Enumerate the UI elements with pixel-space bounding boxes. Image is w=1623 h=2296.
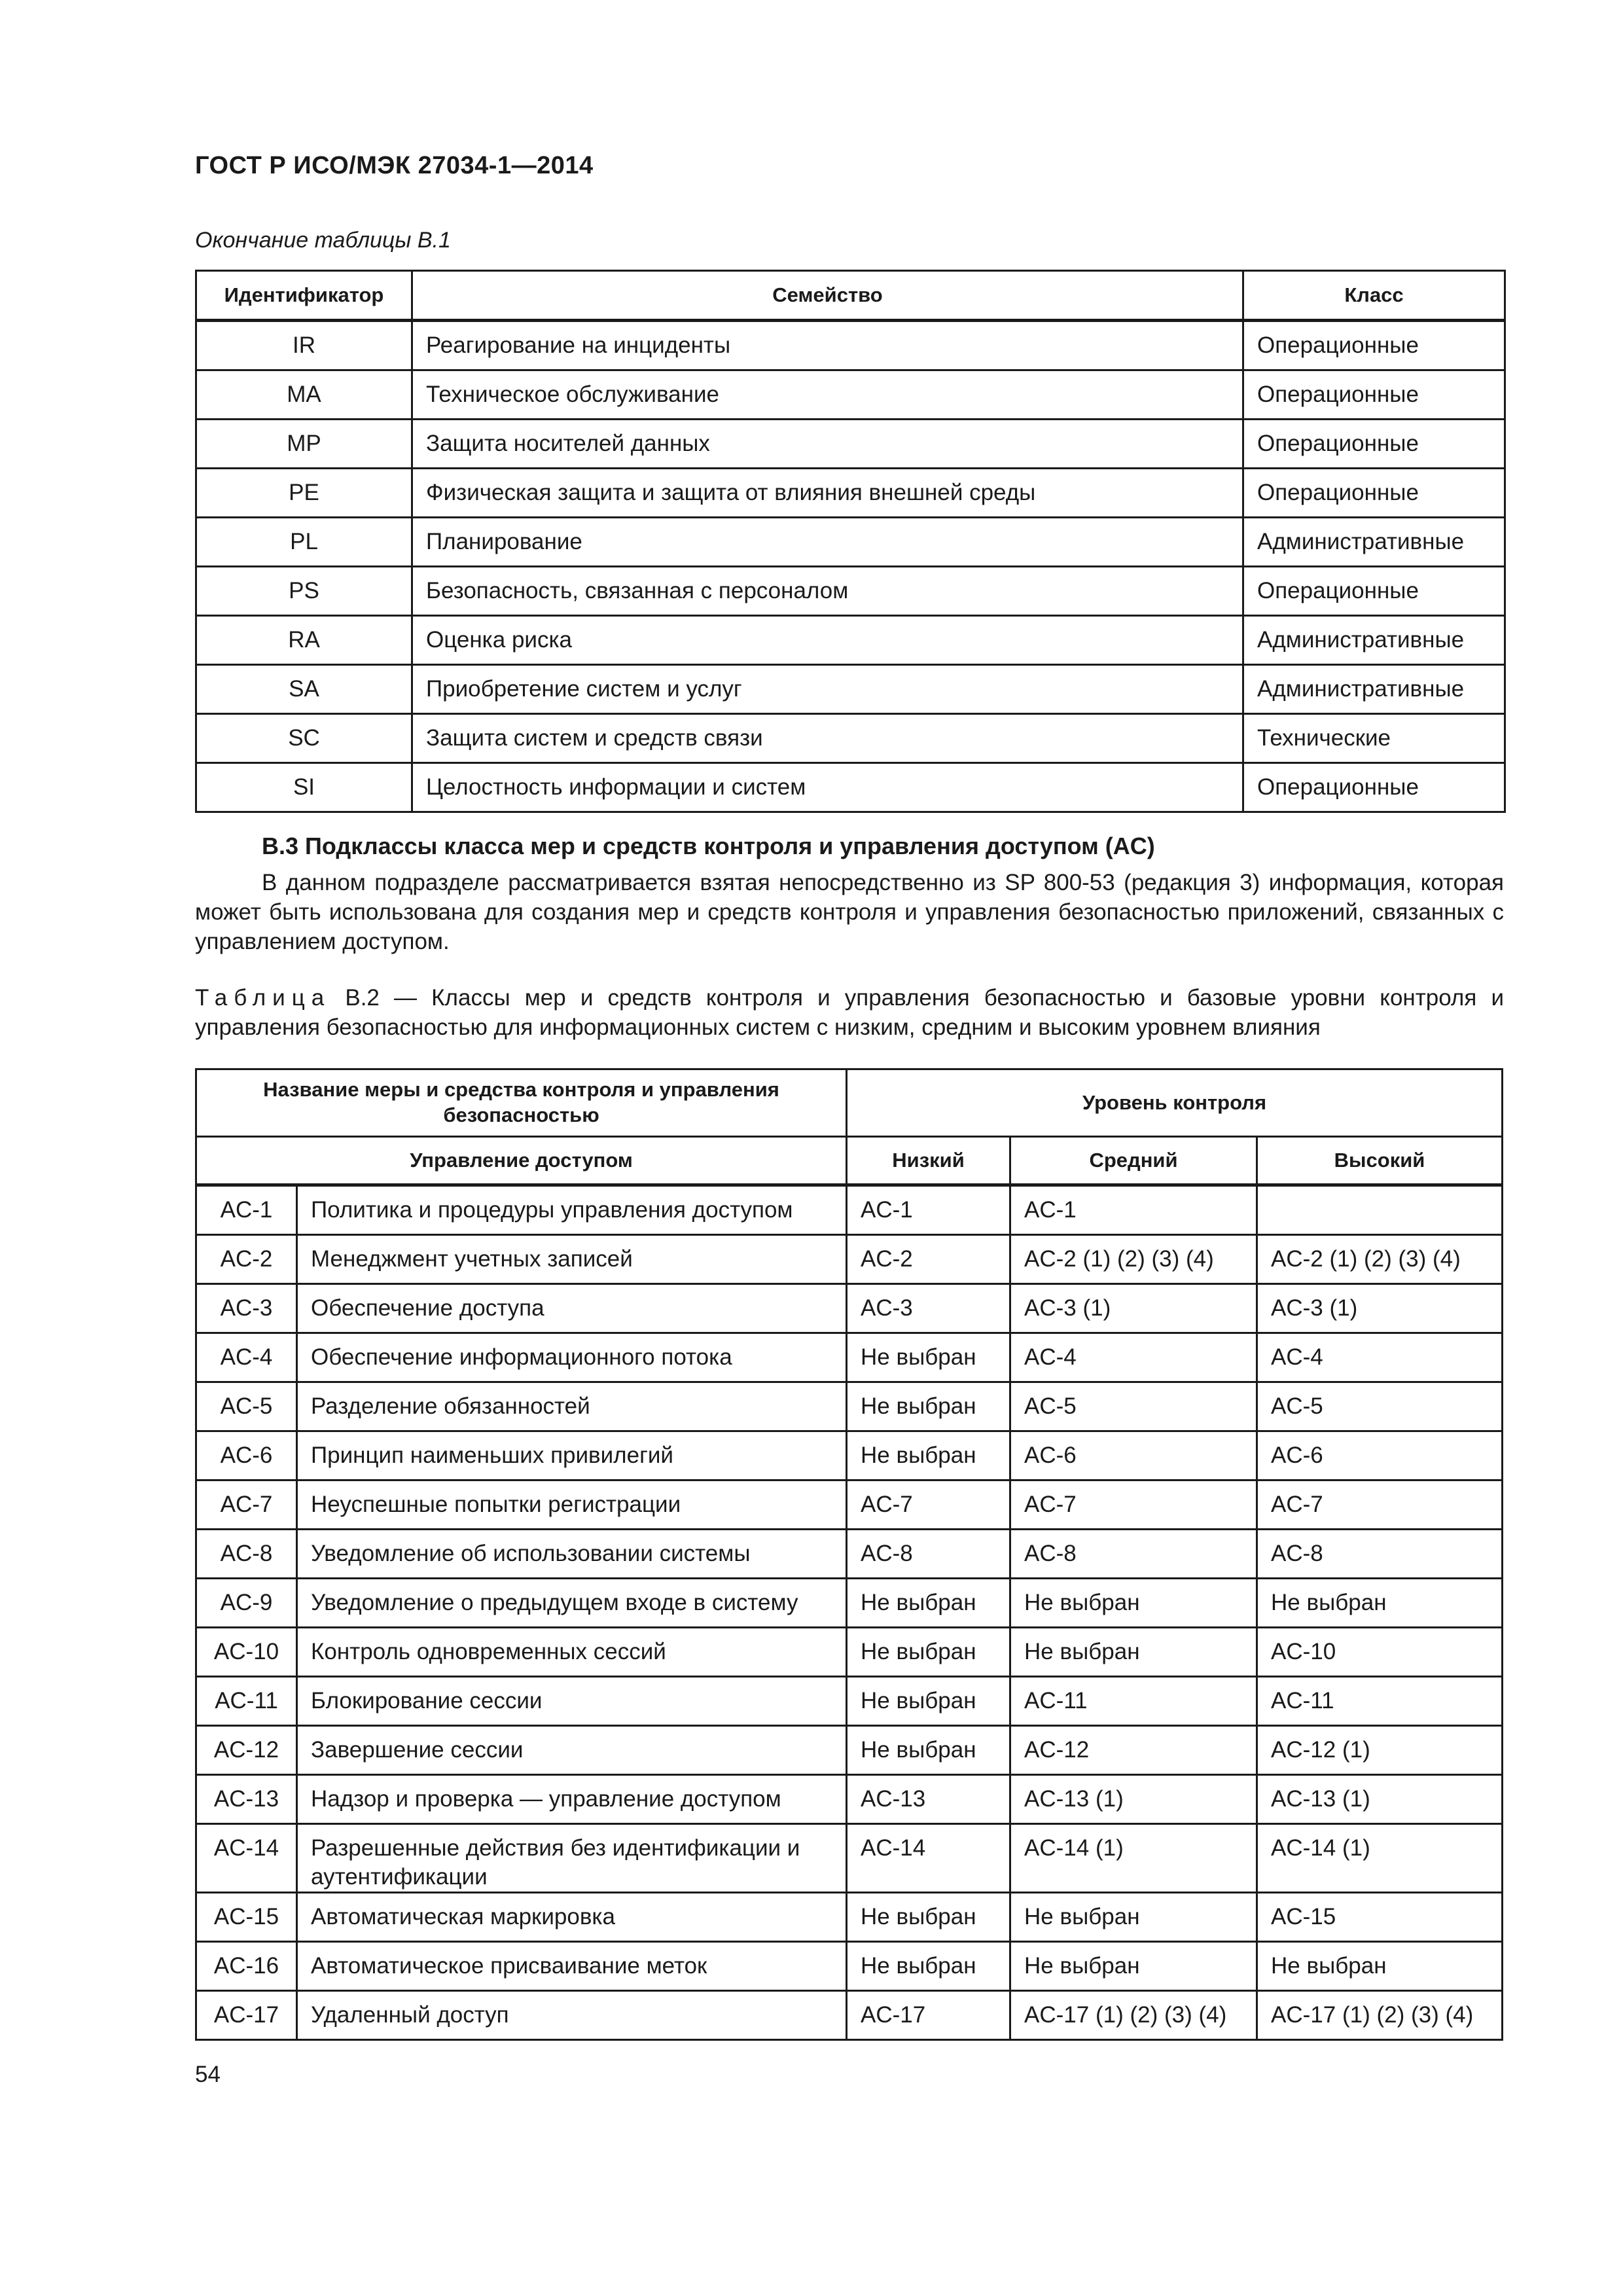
table2-cell-name: Политика и процедуры управления доступом [297,1185,847,1235]
table1-cell-class: Операционные [1243,321,1505,370]
table2-cell-high: AC-2 (1) (2) (3) (4) [1257,1235,1503,1284]
section-b3-title: В.3 Подклассы класса мер и средств контроля и управления доступом (AC) [262,833,1155,859]
table1-cell-family: Защита систем и средств связи [412,714,1243,763]
table2-cell-code: AC-12 [196,1726,297,1775]
table2-cell-high: AC-10 [1257,1628,1503,1677]
table2-cell-code: AC-2 [196,1235,297,1284]
table2-subheader-low: Низкий [847,1137,1010,1185]
table-row [196,370,1505,420]
table2-cell-low: Не выбран [847,1941,1010,1990]
table2-cell-name: Менеджмент учетных записей [297,1235,847,1284]
table1-cell-identifier: SC [196,714,412,763]
table-row [196,420,1505,469]
table2-cell-mid: AC-1 [1010,1185,1257,1235]
table2-cell-mid: AC-17 (1) (2) (3) (4) [1010,1990,1257,2039]
table2-cell-name: Контроль одновременных сессий [297,1628,847,1677]
table-row [196,1628,1503,1677]
table2-cell-mid: AC-13 (1) [1010,1775,1257,1824]
table2-cell-mid: AC-7 [1010,1480,1257,1530]
table2-header-row [196,1069,1503,1137]
table1-body [196,321,1505,812]
table1-cell-family: Физическая защита и защита от влияния внешней среды [412,469,1243,518]
table2-cell-name: Обеспечение информационного потока [297,1333,847,1382]
table2-cell-low: AC-14 [847,1824,1010,1893]
table2-cell-name: Автоматическое присваивание меток [297,1941,847,1990]
table1-cell-identifier: PS [196,567,412,616]
table-row [196,1990,1503,2039]
table2-cell-mid: Не выбран [1010,1579,1257,1628]
table2-cell-code: AC-4 [196,1333,297,1382]
table2-subheader-high: Высокий [1257,1137,1503,1185]
table-b1 [195,270,1506,813]
table2-cell-code: AC-11 [196,1677,297,1726]
table2-cell-high: AC-13 (1) [1257,1775,1503,1824]
table1-cell-class: Административные [1243,616,1505,665]
table2-cell-code: AC-14 [196,1824,297,1893]
table2-cell-high: AC-15 [1257,1892,1503,1941]
table-row [196,1726,1503,1775]
table2-cell-name: Блокирование сессии [297,1677,847,1726]
table1-cell-family: Реагирование на инциденты [412,321,1243,370]
table1-caption: Окончание таблицы В.1 [195,228,451,253]
table2-cell-low: AC-8 [847,1530,1010,1579]
table1-cell-family: Оценка риска [412,616,1243,665]
table2-cell-low: AC-2 [847,1235,1010,1284]
table2-caption-text: В.2 — Классы мер и средств контроля и управления безопасностью и базовые уровни контроля и управления безопасностью для информационных систем с низким, средним и высоким уровнем влияния [195,985,1504,1040]
table-row [196,1579,1503,1628]
table-row [196,1284,1503,1333]
table2-cell-high: AC-17 (1) (2) (3) (4) [1257,1990,1503,2039]
section-b3-paragraph [195,868,1504,956]
table1-cell-family: Безопасность, связанная с персоналом [412,567,1243,616]
table-b2 [195,1068,1503,2041]
table-row [196,616,1505,665]
table2-cell-code: AC-16 [196,1941,297,1990]
table2-subheader-group: Управление доступом [196,1137,847,1185]
table2-cell-high: AC-14 (1) [1257,1824,1503,1893]
table2-header-level: Уровень контроля [847,1069,1503,1137]
table-row [196,1824,1503,1893]
table2-cell-low: Не выбран [847,1726,1010,1775]
table2-subheader-mid: Средний [1010,1137,1257,1185]
table2-cell-high: AC-7 [1257,1480,1503,1530]
table2-cell-name: Уведомление о предыдущем входе в систему [297,1579,847,1628]
table2-cell-low: AC-1 [847,1185,1010,1235]
table2-cell-code: AC-3 [196,1284,297,1333]
table2-body [196,1185,1503,2040]
table2-subheader-row [196,1137,1503,1185]
table2-cell-low: Не выбран [847,1677,1010,1726]
table2-cell-name: Неуспешные попытки регистрации [297,1480,847,1530]
table-row [196,1235,1503,1284]
table1-cell-class: Операционные [1243,370,1505,420]
table-row [196,1530,1503,1579]
table2-cell-high: Не выбран [1257,1941,1503,1990]
table2-cell-high: AC-12 (1) [1257,1726,1503,1775]
table2-cell-name: Автоматическая маркировка [297,1892,847,1941]
table2-cell-low: Не выбран [847,1382,1010,1431]
table2-cell-high: Не выбран [1257,1579,1503,1628]
table1-cell-identifier: SI [196,763,412,812]
table1-header-family: Семейство [412,271,1243,321]
table1-cell-identifier: MP [196,420,412,469]
table-row [196,1185,1503,1235]
table2-cell-low: Не выбран [847,1628,1010,1677]
table1-cell-family: Техническое обслуживание [412,370,1243,420]
table2-cell-name: Надзор и проверка — управление доступом [297,1775,847,1824]
table-row [196,1677,1503,1726]
table1-cell-family: Целостность информации и систем [412,763,1243,812]
table1-cell-identifier: PE [196,469,412,518]
table2-cell-high: AC-11 [1257,1677,1503,1726]
table1-cell-class: Операционные [1243,567,1505,616]
table2-cell-name: Разрешенные действия без идентификации и аутентификации [297,1824,847,1893]
table-row [196,321,1505,370]
table2-cell-low: AC-3 [847,1284,1010,1333]
table-row [196,1431,1503,1480]
table1-cell-class: Операционные [1243,469,1505,518]
table2-caption [195,983,1504,1042]
table1-cell-identifier: IR [196,321,412,370]
table-row [196,469,1505,518]
table-row [196,1333,1503,1382]
table2-cell-low: Не выбран [847,1579,1010,1628]
table2-cell-mid: AC-11 [1010,1677,1257,1726]
table2-cell-low: AC-13 [847,1775,1010,1824]
table1-cell-family: Планирование [412,518,1243,567]
table2-cell-mid: AC-2 (1) (2) (3) (4) [1010,1235,1257,1284]
table2-cell-low: Не выбран [847,1892,1010,1941]
table1-cell-identifier: MA [196,370,412,420]
table2-cell-code: AC-1 [196,1185,297,1235]
table2-cell-name: Принцип наименьших привилегий [297,1431,847,1480]
table2-cell-mid: AC-6 [1010,1431,1257,1480]
table-row [196,1892,1503,1941]
table-row [196,518,1505,567]
table2-cell-code: AC-13 [196,1775,297,1824]
table2-cell-mid: Не выбран [1010,1892,1257,1941]
table2-cell-code: AC-6 [196,1431,297,1480]
table-row [196,714,1505,763]
table1-header-row [196,271,1505,321]
table-row [196,763,1505,812]
table1-cell-class: Технические [1243,714,1505,763]
document-header-title: ГОСТ Р ИСО/МЭК 27034-1—2014 [195,152,594,179]
table2-cell-low: AC-7 [847,1480,1010,1530]
table2-cell-code: AC-15 [196,1892,297,1941]
table2-cell-name: Завершение сессии [297,1726,847,1775]
table1-cell-identifier: SA [196,665,412,714]
table2-cell-name: Обеспечение доступа [297,1284,847,1333]
table2-cell-high: AC-3 (1) [1257,1284,1503,1333]
page-number: 54 [195,2062,221,2087]
table-row [196,665,1505,714]
table2-cell-high: AC-5 [1257,1382,1503,1431]
table2-cell-code: AC-10 [196,1628,297,1677]
table2-cell-mid: AC-12 [1010,1726,1257,1775]
table2-cell-code: AC-7 [196,1480,297,1530]
table2-caption-label: Таблица [195,985,331,1011]
table2-header-name: Название меры и средства контроля и управления безопасностью [196,1069,847,1137]
table-row [196,1480,1503,1530]
table2-cell-name: Удаленный доступ [297,1990,847,2039]
table1-cell-identifier: PL [196,518,412,567]
table2-cell-mid: Не выбран [1010,1941,1257,1990]
table2-cell-name: Разделение обязанностей [297,1382,847,1431]
table1-cell-family: Приобретение систем и услуг [412,665,1243,714]
table2-cell-code: AC-17 [196,1990,297,2039]
table2-cell-mid: AC-4 [1010,1333,1257,1382]
table2-cell-code: AC-9 [196,1579,297,1628]
table2-cell-high: AC-6 [1257,1431,1503,1480]
table1-cell-class: Административные [1243,665,1505,714]
table2-cell-low: Не выбран [847,1431,1010,1480]
table1-cell-class: Операционные [1243,763,1505,812]
table2-cell-mid: AC-3 (1) [1010,1284,1257,1333]
table-row [196,1941,1503,1990]
table2-cell-name: Уведомление об использовании системы [297,1530,847,1579]
table1-header-identifier: Идентификатор [196,271,412,321]
table1-cell-class: Административные [1243,518,1505,567]
table2-cell-high: AC-8 [1257,1530,1503,1579]
section-b3-paragraph-text: В данном подразделе рассматривается взятая непосредственно из SP 800-53 (редакция 3) информация, которая может быть использована для создания мер и средств контроля и управления безопасностью приложений, связанных с управлением доступом. [195,870,1504,954]
table1-cell-class: Операционные [1243,420,1505,469]
table2-cell-mid: Не выбран [1010,1628,1257,1677]
table2-cell-high [1257,1185,1503,1235]
table-row [196,1382,1503,1431]
table2-cell-mid: AC-5 [1010,1382,1257,1431]
table-row [196,1775,1503,1824]
table2-cell-mid: AC-8 [1010,1530,1257,1579]
table1-header-class: Класс [1243,271,1505,321]
table2-cell-mid: AC-14 (1) [1010,1824,1257,1893]
table2-cell-code: AC-5 [196,1382,297,1431]
table1-cell-identifier: RA [196,616,412,665]
table-row [196,567,1505,616]
table2-cell-code: AC-8 [196,1530,297,1579]
table1-cell-family: Защита носителей данных [412,420,1243,469]
table2-cell-low: AC-17 [847,1990,1010,2039]
table2-cell-high: AC-4 [1257,1333,1503,1382]
table2-cell-low: Не выбран [847,1333,1010,1382]
